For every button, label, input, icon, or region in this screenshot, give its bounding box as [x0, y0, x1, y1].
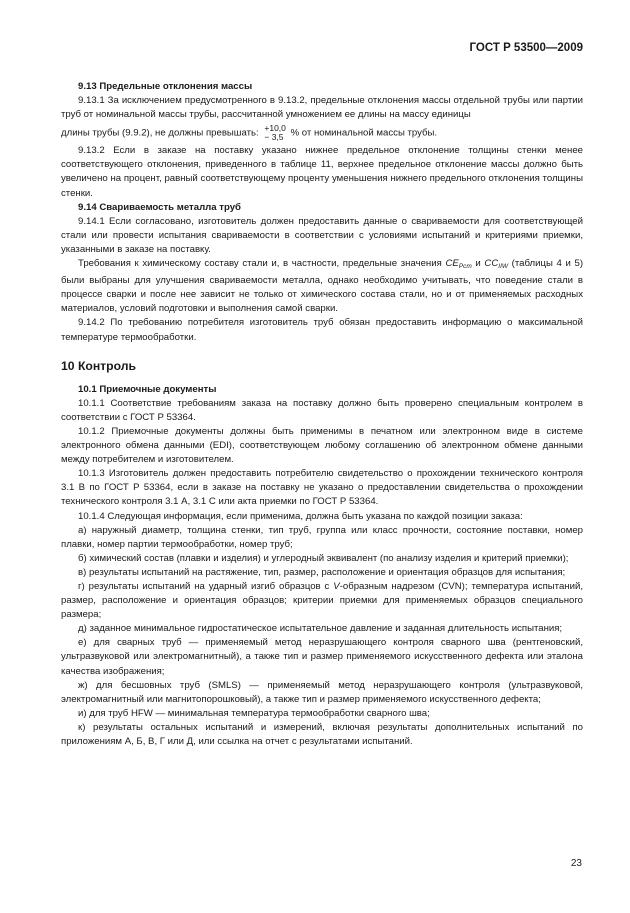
section-10-1-title: 10.1 Приемочные документы — [78, 383, 217, 395]
list-item: ж) для бесшовных труб (SMLS) — применяемый метод неразрушающего контроля (ультразвуковой, электромагнитный или магнитопорошковый), а также тип и размер применяемого искусственного дефекта; — [61, 679, 583, 705]
list-item: г) результаты испытаний на ударный изгиб образцов с V-образным надрезом (CVN); температура испытаний, размер, расположение и ориентация образцов; критерии приемки для применяемых образцов специального размера; — [61, 581, 583, 621]
list-item: в) результаты испытаний на растяжение, тип, размер, расположение и ориентация образцов для испытания; — [78, 566, 566, 578]
ce-subscript: Pcm — [458, 263, 472, 271]
chemistry-text-a: Требования к химическому составу стали и, в частности, предельные значения — [78, 258, 442, 270]
paragraph-10-1-3: 10.1.3 Изготовитель должен предоставить потребителю свидетельство о прохождении технического контроля 3.1 В по ГОСТ Р 53364, если в заказе на поставку не указано о предоставлении свидетельства о прохождении технического контроля 3.1 А, 3.1 С или акта приемки по ГОСТ Р 53364. — [61, 468, 583, 508]
list-item: б) химический состав (плавки и изделия) и углеродный эквивалент (по анализу изделия и критерий приемки); — [78, 552, 569, 564]
paragraph-10-1-4: 10.1.4 Следующая информация, если применима, должна быть указана по каждой позиции заказа: — [78, 510, 523, 522]
list-item: д) заданное минимальное гидростатическое испытательное давление и заданная длительность испытания; — [78, 623, 563, 635]
ce-symbol: $CE_{Pcm}$ — [445, 258, 472, 271]
paragraph-10-1-2: 10.1.2 Приемочные документы должны быть применимы в печатном или электронном виде в системе электронного обмена данными (EDI), соответствующем любому соглашению об электронном обмене данными между потребителем и изготовителем. — [61, 425, 583, 466]
chemistry-text-b: (таблицы 4 и 5) были выбраны для улучшения свариваемости металла, однако необходимо учитывать, что поведение стали в процессе сварки и после нее зависит не только от химического состава стали, но и от применяемых расходных материалов, условий подготовки и выполнения самой сварки. — [61, 258, 584, 315]
section-9-13-title: 9.13 Предельные отклонения массы — [78, 81, 253, 92]
cc-symbol: $CC_{IIW}$ — [484, 258, 509, 271]
and-word: и — [475, 258, 481, 270]
tolerance-lead-text: длины трубы (9.9.2), не должны превышать: — [61, 127, 259, 139]
list-item: и) для труб HFW — минимальная температура термообработки сварного шва; — [78, 707, 430, 719]
paragraph-9-14-1: 9.14.1 Если согласовано, изготовитель должен предоставить данные о свариваемости для соответствующей стали или провести испытания свариваемости в соответствии с условиями испытаний и критериями приемки, указанными в заказе на поставку. — [61, 215, 583, 255]
mass-tolerance — [264, 124, 286, 142]
page-content — [61, 80, 583, 749]
paragraph-9-13-1: 9.13.1 За исключением предусмотренного в 9.13.2, предельные отклонения массы отдельной трубы или партии труб от номинальной массы трубы, рассчитанной умножением ее длины на массу единицы — [61, 95, 583, 121]
paragraph-9-14-1-chemistry — [61, 257, 583, 316]
document-header: ГОСТ Р 53500—2009 — [469, 42, 583, 54]
tolerance-plus: +10,0 — [264, 123, 286, 134]
list-item: е) для сварных труб — применяемый метод неразрушающего контроля сварного шва (рентгеновский, ультразвуковой или электромагнитный), а также тип и размер применяемого искусственного дефекта или эталона качества изображения; — [61, 637, 583, 677]
page-number: 23 — [570, 858, 582, 869]
paragraph-9-14-2: 9.14.2 По требованию потребителя изготовитель труб обязан предоставить информацию о максимальной температуре термообработки. — [61, 317, 583, 343]
tolerance-tail-text: % от номинальной массы трубы. — [290, 127, 438, 139]
section-9-14-title: 9.14 Свариваемость металла труб — [78, 201, 241, 213]
paragraph-9-13-2: 9.13.2 Если в заказе на поставку указано нижнее предельное отклонение толщины стенки менее соответствующего отклонения, приведенного в таблице 11, верхнее предельное отклонение массы должно быть увеличено на процент, равный соответствующему проценту уменьшения нижнего предельного отклонения толщины стенки. — [61, 145, 583, 199]
section-10-title: 10 Контроль — [61, 358, 136, 373]
paragraph-9-13-1-tolerance-line — [61, 124, 583, 142]
list-item: к) результаты остальных испытаний и измерений, включая результаты дополнительных испытаний по приложениям А, Б, В, Г или Д, или ссылка на отчет с результатами испытаний. — [61, 721, 583, 748]
list-item: а) наружный диаметр, толщина стенки, тип труб, группа или класс прочности, состояние поставки, номер плавки, номер партии термообработки, номер труб; — [61, 524, 583, 550]
tolerance-minus: − 3,5 — [264, 132, 284, 143]
cc-subscript: IIW — [498, 263, 509, 271]
paragraph-10-1-1: 10.1.1 Соответствие требованиям заказа на поставку должно быть проверено специальным контролем в соответствии с ГОСТ Р 53364. — [61, 397, 583, 423]
v-notch-letter: V — [333, 581, 340, 592]
